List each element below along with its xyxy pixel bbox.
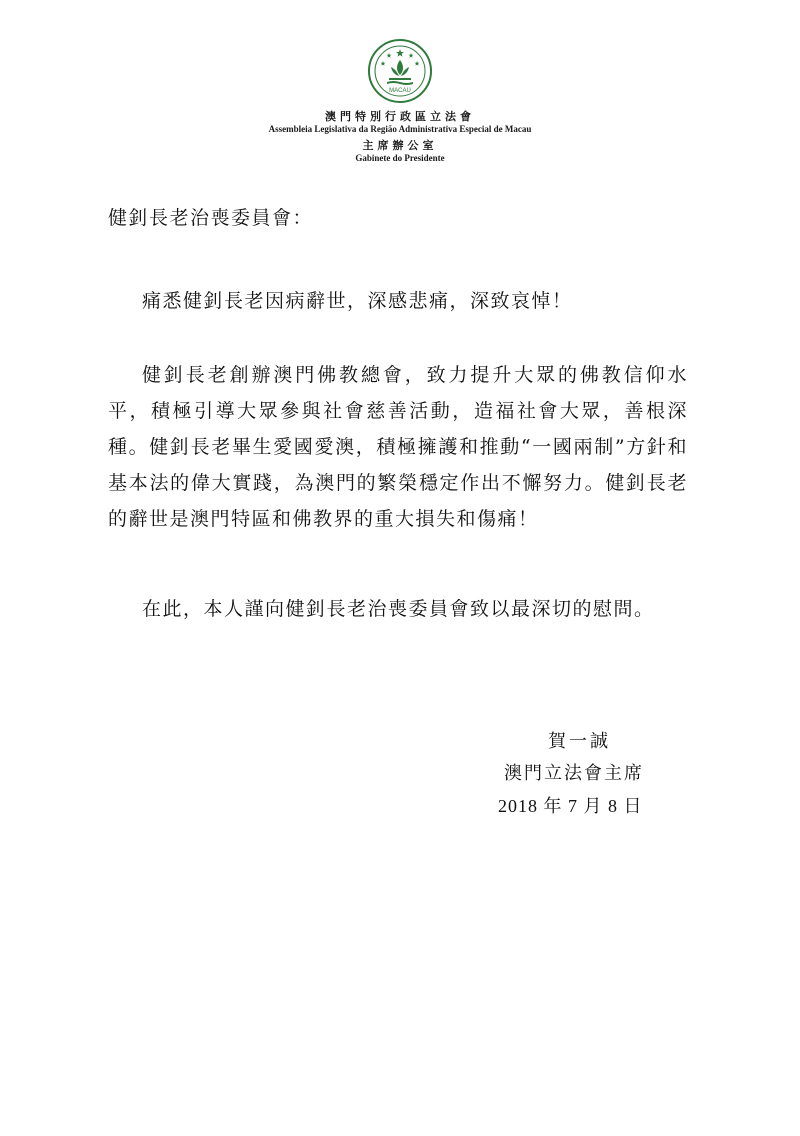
organization-name-chinese: 澳門特別行政區立法會: [325, 110, 475, 123]
letter-paragraph-condolence: 痛悉健釗長老因病辭世，深感悲痛，深致哀悼！: [142, 290, 573, 312]
letter-paragraph-closing: 在此，本人謹向健釗長老治喪委員會致以最深切的慰問。: [142, 598, 655, 620]
signatory-name: 賀一誠: [548, 731, 611, 752]
macao-sar-emblem-icon: [367, 38, 433, 104]
letter-date: 2018 年 7 月 8 日: [498, 796, 643, 816]
organization-name-portuguese: Assembleia Legislativa da Região Administrativa Especial de Macau: [268, 123, 532, 134]
office-name-chinese: 主席辦公室: [362, 139, 438, 152]
letter-paragraph-tribute: 健釗長老創辦澳門佛教總會，致力提升大眾的佛教信仰水平，積極引導大眾參與社會慈善活動，造福社會大眾，善根深種。健釗長老畢生愛國愛澳，積極擁護和推動“一國兩制”方針和基本法的偉大實踐，為澳門的繁榮穩定作出不懈努力。健釗長老的辭世是澳門特區和佛教界的重大損失和傷痛！: [108, 364, 688, 530]
emblem-caption: MACAU: [389, 88, 411, 94]
letterhead: [0, 38, 800, 164]
office-name-portuguese: Gabinete do Presidente: [355, 152, 445, 163]
signatory-title: 澳門立法會主席: [504, 763, 644, 784]
letter-salutation: 健釗長老治喪委員會：: [108, 207, 314, 229]
